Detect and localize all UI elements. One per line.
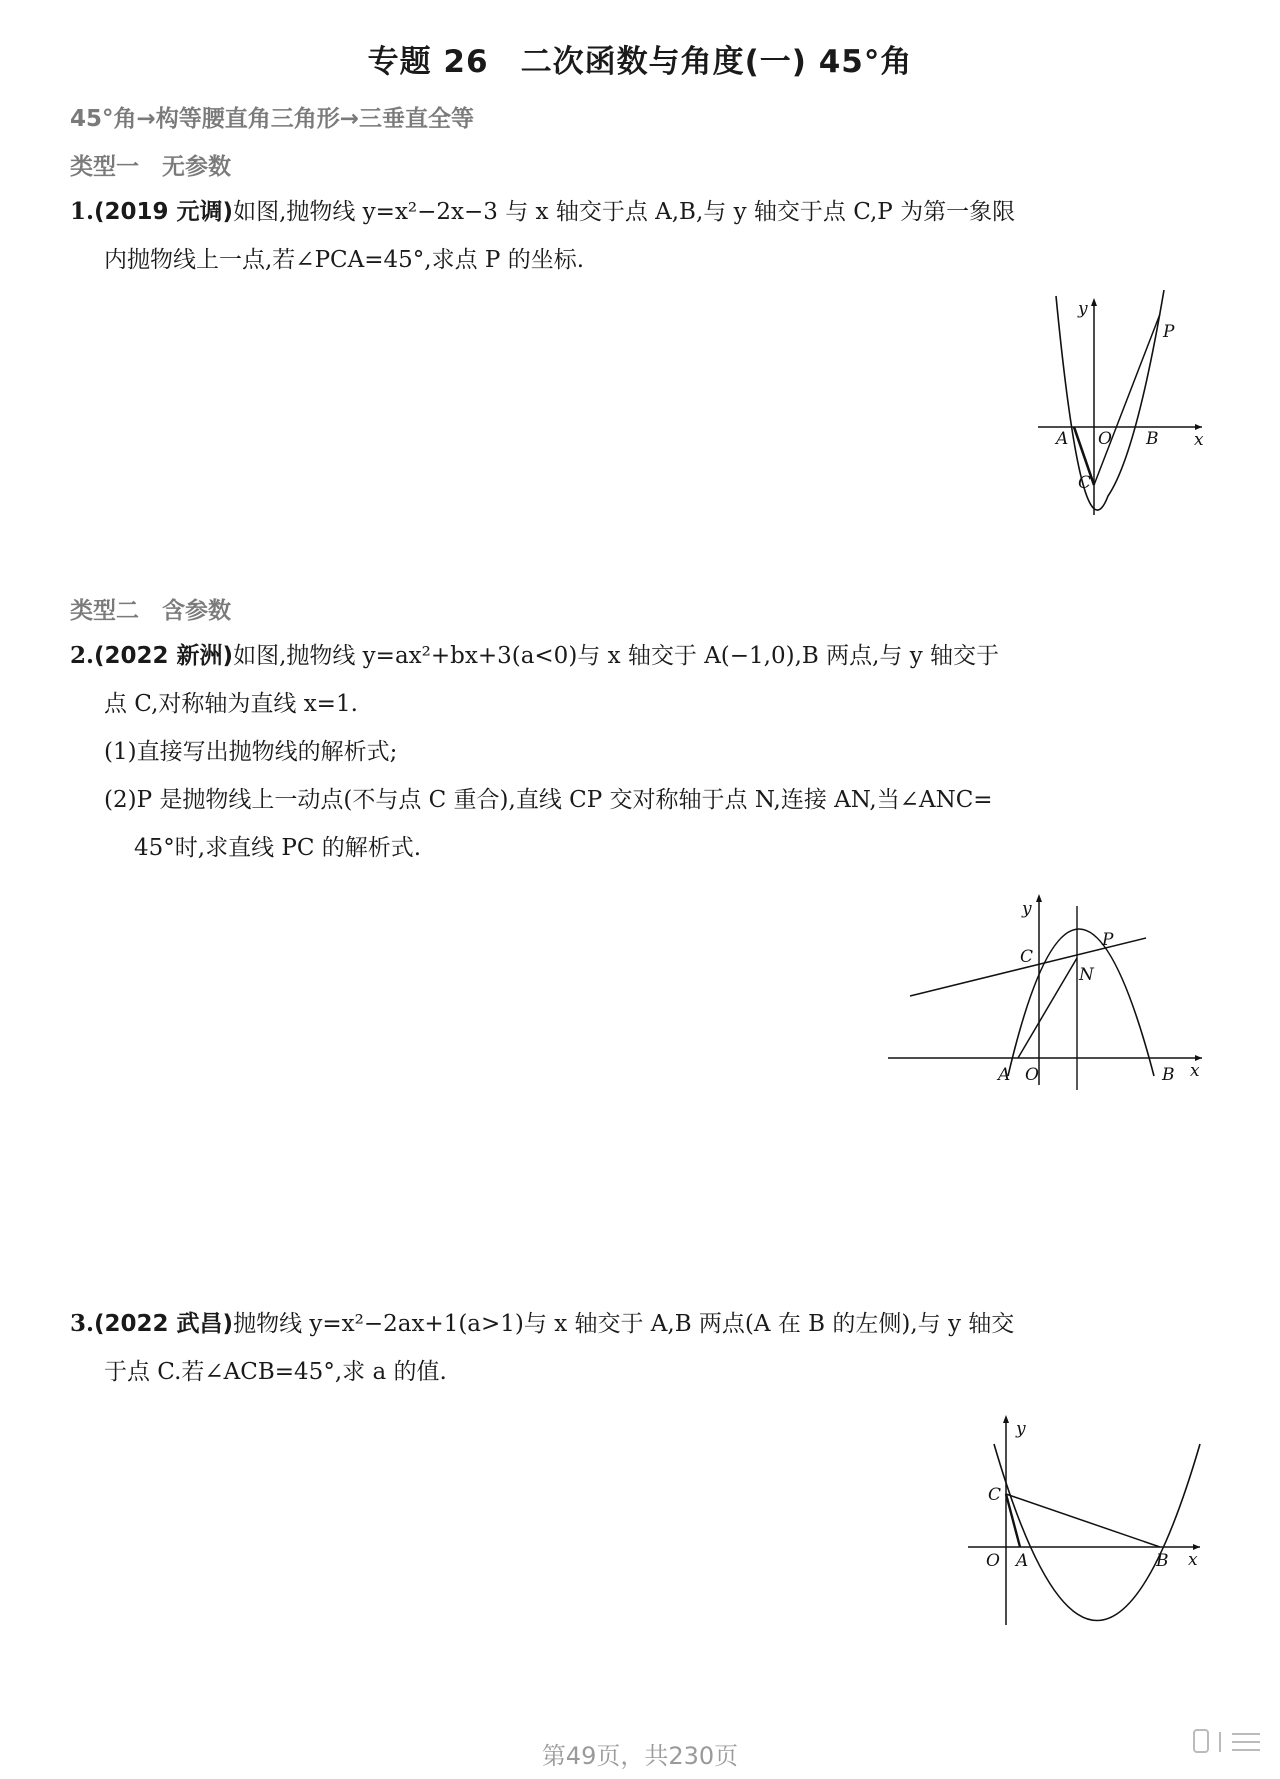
q1-label-b: B	[1146, 429, 1159, 449]
q3-source: (2022 武昌)	[94, 1311, 234, 1337]
q2-label-n: N	[1079, 965, 1094, 985]
q2-label-o: O	[1025, 1065, 1039, 1085]
q1-line-cp	[1094, 314, 1160, 485]
q1-label-y: y	[1078, 299, 1088, 319]
q2-label-y: y	[1022, 899, 1032, 919]
question-1	[70, 188, 1210, 284]
q1-source: (2019 元调)	[94, 199, 234, 225]
q2-number: 2.	[70, 642, 95, 669]
q1-text-line2: 内抛物线上一点,若∠PCA=45°,求点 P 的坐标.	[104, 247, 585, 273]
q1-figure	[1030, 290, 1210, 520]
q2-text-line1: 如图,抛物线 y=ax²+bx+3(a<0)与 x 轴交于 A(−1,0),B 两点,与 y 轴交于	[233, 643, 1000, 669]
q3-figure	[960, 1410, 1210, 1630]
q3-line-cb	[1006, 1494, 1160, 1547]
q2-source: (2022 新洲)	[94, 643, 234, 669]
q3-label-x: x	[1188, 1550, 1198, 1570]
method-heading: 45°角→构等腰直角三角形→三垂直全等	[70, 106, 475, 132]
q2-label-c: C	[1020, 947, 1034, 967]
q3-label-y: y	[1016, 1419, 1026, 1439]
q3-text-line1: 抛物线 y=x²−2ax+1(a>1)与 x 轴交于 A,B 两点(A 在 B 的左侧),与 y 轴交	[233, 1311, 1015, 1337]
q2-part1: (1)直接写出抛物线的解析式;	[104, 739, 398, 765]
q3-y-arrow	[1003, 1415, 1009, 1423]
q3-label-a: A	[1016, 1551, 1029, 1571]
q2-y-arrow	[1036, 894, 1042, 902]
q2-label-p: P	[1102, 930, 1114, 950]
q3-label-c: C	[988, 1485, 1002, 1505]
q2-label-a: A	[998, 1065, 1011, 1085]
q1-label-p: P	[1163, 322, 1175, 342]
q1-y-arrow	[1091, 298, 1097, 306]
question-2	[70, 632, 1210, 872]
page-title: 专题 26 二次函数与角度(一) 45°角	[367, 44, 913, 80]
q1-parabola	[1056, 290, 1164, 510]
q1-label-o: O	[1098, 429, 1112, 449]
q3-label-o: O	[986, 1551, 1000, 1571]
type1-heading: 类型一 无参数	[70, 154, 231, 180]
q2-figure	[880, 890, 1210, 1090]
q1-text-line1: 如图,抛物线 y=x²−2x−3 与 x 轴交于点 A,B,与 y 轴交于点 C,P 为第一象限	[233, 199, 1016, 225]
q1-label-a: A	[1056, 429, 1069, 449]
q2-text-line2: 点 C,对称轴为直线 x=1.	[104, 691, 358, 717]
q3-label-b: B	[1156, 1551, 1169, 1571]
q2-part2-line2: 45°时,求直线 PC 的解析式.	[134, 835, 422, 861]
q3-number: 3.	[70, 1310, 95, 1337]
question-3	[70, 1300, 1210, 1396]
q3-parabola	[994, 1444, 1200, 1621]
type2-heading: 类型二 含参数	[70, 598, 231, 624]
q1-number: 1.	[70, 198, 95, 225]
q2-label-x: x	[1190, 1061, 1200, 1081]
q1-label-c: C	[1078, 473, 1092, 493]
q2-part2-line1: (2)P 是抛物线上一动点(不与点 C 重合),直线 CP 交对称轴于点 N,连接 AN,当∠ANC=	[104, 787, 993, 813]
page-indicator: 第49页，共230页	[541, 1742, 739, 1770]
q2-label-b: B	[1162, 1065, 1175, 1085]
q3-text-line2: 于点 C.若∠ACB=45°,求 a 的值.	[104, 1359, 447, 1385]
q1-label-x: x	[1194, 430, 1204, 450]
reader-toolbar-icon[interactable]	[1190, 1722, 1270, 1762]
